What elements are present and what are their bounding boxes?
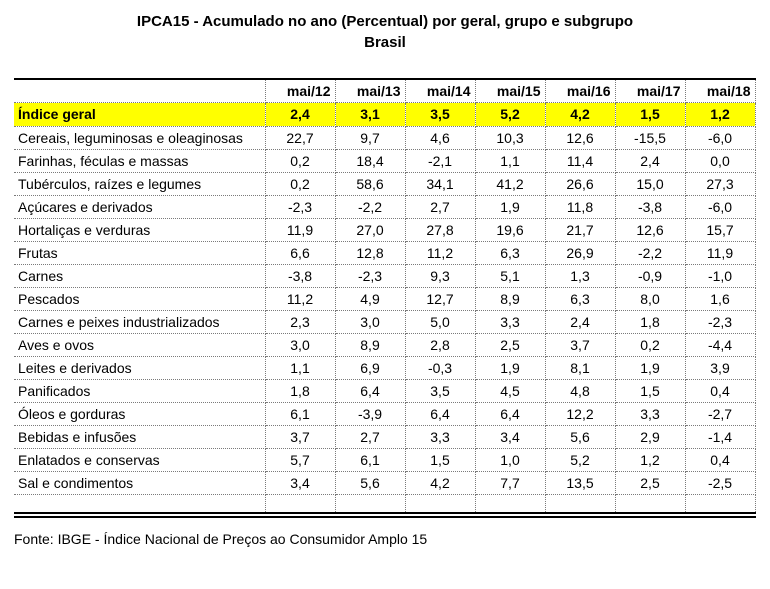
value-cell: 27,8	[405, 218, 475, 241]
value-cell: 3,5	[405, 379, 475, 402]
row-label: Panificados	[14, 379, 265, 402]
page-title	[0, 0, 770, 53]
value-cell: 1,9	[475, 356, 545, 379]
value-cell: 6,4	[475, 402, 545, 425]
table-row	[14, 402, 755, 425]
value-cell: 58,6	[335, 172, 405, 195]
value-cell: 41,2	[475, 172, 545, 195]
value-cell: 9,3	[405, 264, 475, 287]
value-cell: 0,4	[685, 379, 755, 402]
value-cell: 11,9	[685, 241, 755, 264]
value-cell: 11,4	[545, 149, 615, 172]
col-header-mai-12: mai/12	[265, 79, 335, 102]
row-label: Índice geral	[14, 102, 265, 126]
value-cell: 21,7	[545, 218, 615, 241]
value-cell: 3,5	[405, 102, 475, 126]
value-cell: 4,2	[545, 102, 615, 126]
row-label: Aves e ovos	[14, 333, 265, 356]
empty-cell	[335, 494, 405, 515]
table-row	[14, 448, 755, 471]
value-cell: 5,1	[475, 264, 545, 287]
empty-cell	[405, 494, 475, 515]
value-cell: -2,2	[335, 195, 405, 218]
header-row	[14, 79, 755, 102]
value-cell: 12,6	[615, 218, 685, 241]
value-cell: 12,6	[545, 126, 615, 149]
source-note: Fonte: IBGE - Índice Nacional de Preços ao Consumidor Amplo 15	[14, 531, 428, 547]
value-cell: 5,2	[545, 448, 615, 471]
table-row	[14, 218, 755, 241]
table-row	[14, 126, 755, 149]
value-cell: 6,1	[265, 402, 335, 425]
row-label: Açúcares e derivados	[14, 195, 265, 218]
ipca-table	[14, 78, 756, 518]
empty-cell	[685, 494, 755, 515]
row-label: Carnes	[14, 264, 265, 287]
row-label: Sal e condimentos	[14, 471, 265, 494]
value-cell: 4,2	[405, 471, 475, 494]
row-label: Carnes e peixes industrializados	[14, 310, 265, 333]
value-cell: 1,2	[615, 448, 685, 471]
table-row	[14, 471, 755, 494]
value-cell: 3,1	[335, 102, 405, 126]
value-cell: 5,2	[475, 102, 545, 126]
table-row	[14, 310, 755, 333]
value-cell: 6,3	[475, 241, 545, 264]
row-label: Hortaliças e verduras	[14, 218, 265, 241]
value-cell: 6,4	[405, 402, 475, 425]
empty-cell	[265, 494, 335, 515]
value-cell: 11,2	[405, 241, 475, 264]
value-cell: 13,5	[545, 471, 615, 494]
value-cell: 1,5	[615, 379, 685, 402]
value-cell: 3,4	[475, 425, 545, 448]
value-cell: 0,2	[265, 172, 335, 195]
value-cell: 3,7	[265, 425, 335, 448]
col-header-mai-18: mai/18	[685, 79, 755, 102]
value-cell: 12,2	[545, 402, 615, 425]
value-cell: 6,4	[335, 379, 405, 402]
value-cell: 2,5	[615, 471, 685, 494]
value-cell: 2,4	[265, 102, 335, 126]
value-cell: 2,4	[615, 149, 685, 172]
value-cell: 3,4	[265, 471, 335, 494]
value-cell: -15,5	[615, 126, 685, 149]
value-cell: 27,3	[685, 172, 755, 195]
table-row	[14, 287, 755, 310]
value-cell: 12,7	[405, 287, 475, 310]
row-label: Tubérculos, raízes e legumes	[14, 172, 265, 195]
table-row	[14, 172, 755, 195]
value-cell: -3,8	[615, 195, 685, 218]
value-cell: 6,6	[265, 241, 335, 264]
col-header-mai-15: mai/15	[475, 79, 545, 102]
col-header-mai-16: mai/16	[545, 79, 615, 102]
value-cell: 26,6	[545, 172, 615, 195]
value-cell: -1,0	[685, 264, 755, 287]
empty-row	[14, 494, 755, 515]
value-cell: 8,9	[475, 287, 545, 310]
value-cell: 4,5	[475, 379, 545, 402]
table-row	[14, 195, 755, 218]
value-cell: -1,4	[685, 425, 755, 448]
value-cell: -2,1	[405, 149, 475, 172]
value-cell: -6,0	[685, 126, 755, 149]
value-cell: -2,3	[685, 310, 755, 333]
value-cell: 0,4	[685, 448, 755, 471]
value-cell: -0,3	[405, 356, 475, 379]
value-cell: 1,5	[615, 102, 685, 126]
value-cell: 2,7	[335, 425, 405, 448]
value-cell: 1,1	[265, 356, 335, 379]
value-cell: -2,3	[265, 195, 335, 218]
value-cell: 2,9	[615, 425, 685, 448]
value-cell: 18,4	[335, 149, 405, 172]
value-cell: 5,6	[335, 471, 405, 494]
value-cell: 0,2	[615, 333, 685, 356]
table-row	[14, 379, 755, 402]
col-header-mai-14: mai/14	[405, 79, 475, 102]
value-cell: 4,6	[405, 126, 475, 149]
value-cell: -4,4	[685, 333, 755, 356]
table-row	[14, 241, 755, 264]
value-cell: -2,7	[685, 402, 755, 425]
row-label: Pescados	[14, 287, 265, 310]
empty-cell	[615, 494, 685, 515]
value-cell: 3,3	[475, 310, 545, 333]
row-label: Cereais, leguminosas e oleaginosas	[14, 126, 265, 149]
value-cell: 2,7	[405, 195, 475, 218]
value-cell: 1,6	[685, 287, 755, 310]
value-cell: 2,4	[545, 310, 615, 333]
value-cell: 2,3	[265, 310, 335, 333]
value-cell: 11,9	[265, 218, 335, 241]
table-row	[14, 425, 755, 448]
value-cell: 6,1	[335, 448, 405, 471]
value-cell: 1,0	[475, 448, 545, 471]
value-cell: 1,8	[265, 379, 335, 402]
value-cell: 1,3	[545, 264, 615, 287]
empty-cell	[545, 494, 615, 515]
table-row	[14, 356, 755, 379]
value-cell: 2,8	[405, 333, 475, 356]
value-cell: 11,2	[265, 287, 335, 310]
value-cell: 1,5	[405, 448, 475, 471]
row-label: Farinhas, féculas e massas	[14, 149, 265, 172]
value-cell: 15,7	[685, 218, 755, 241]
row-label: Bebidas e infusões	[14, 425, 265, 448]
row-label: Óleos e gorduras	[14, 402, 265, 425]
row-label: Leites e derivados	[14, 356, 265, 379]
value-cell: 3,3	[405, 425, 475, 448]
col-header-mai-13: mai/13	[335, 79, 405, 102]
value-cell: -2,2	[615, 241, 685, 264]
table-row	[14, 264, 755, 287]
value-cell: 5,6	[545, 425, 615, 448]
value-cell: 5,0	[405, 310, 475, 333]
value-cell: -2,5	[685, 471, 755, 494]
value-cell: 1,2	[685, 102, 755, 126]
value-cell: 22,7	[265, 126, 335, 149]
value-cell: 27,0	[335, 218, 405, 241]
value-cell: 11,8	[545, 195, 615, 218]
value-cell: 7,7	[475, 471, 545, 494]
value-cell: 1,9	[615, 356, 685, 379]
value-cell: 3,3	[615, 402, 685, 425]
value-cell: 26,9	[545, 241, 615, 264]
value-cell: 6,3	[545, 287, 615, 310]
empty-cell	[475, 494, 545, 515]
value-cell: 19,6	[475, 218, 545, 241]
value-cell: 12,8	[335, 241, 405, 264]
value-cell: 1,8	[615, 310, 685, 333]
value-cell: 0,2	[265, 149, 335, 172]
row-label: Frutas	[14, 241, 265, 264]
value-cell: 4,9	[335, 287, 405, 310]
value-cell: 15,0	[615, 172, 685, 195]
value-cell: 2,5	[475, 333, 545, 356]
value-cell: 0,0	[685, 149, 755, 172]
value-cell: 9,7	[335, 126, 405, 149]
value-cell: 34,1	[405, 172, 475, 195]
col-header-mai-17: mai/17	[615, 79, 685, 102]
value-cell: 8,9	[335, 333, 405, 356]
empty-cell	[14, 494, 265, 515]
value-cell: 3,0	[265, 333, 335, 356]
table-row	[14, 333, 755, 356]
value-cell: 8,0	[615, 287, 685, 310]
value-cell: 3,9	[685, 356, 755, 379]
value-cell: -2,3	[335, 264, 405, 287]
value-cell: 3,0	[335, 310, 405, 333]
value-cell: 8,1	[545, 356, 615, 379]
value-cell: 10,3	[475, 126, 545, 149]
value-cell: 1,9	[475, 195, 545, 218]
value-cell: -3,8	[265, 264, 335, 287]
value-cell: 5,7	[265, 448, 335, 471]
row-label: Enlatados e conservas	[14, 448, 265, 471]
value-cell: 6,9	[335, 356, 405, 379]
value-cell: 3,7	[545, 333, 615, 356]
title-line-2: Brasil	[364, 34, 406, 51]
title-line-1: IPCA15 - Acumulado no ano (Percentual) por geral, grupo e subgrupo	[136, 13, 634, 30]
index-geral-row	[14, 102, 755, 126]
value-cell: -3,9	[335, 402, 405, 425]
corner-cell	[14, 79, 265, 102]
table-row	[14, 149, 755, 172]
value-cell: 4,8	[545, 379, 615, 402]
value-cell: 1,1	[475, 149, 545, 172]
value-cell: -6,0	[685, 195, 755, 218]
value-cell: -0,9	[615, 264, 685, 287]
